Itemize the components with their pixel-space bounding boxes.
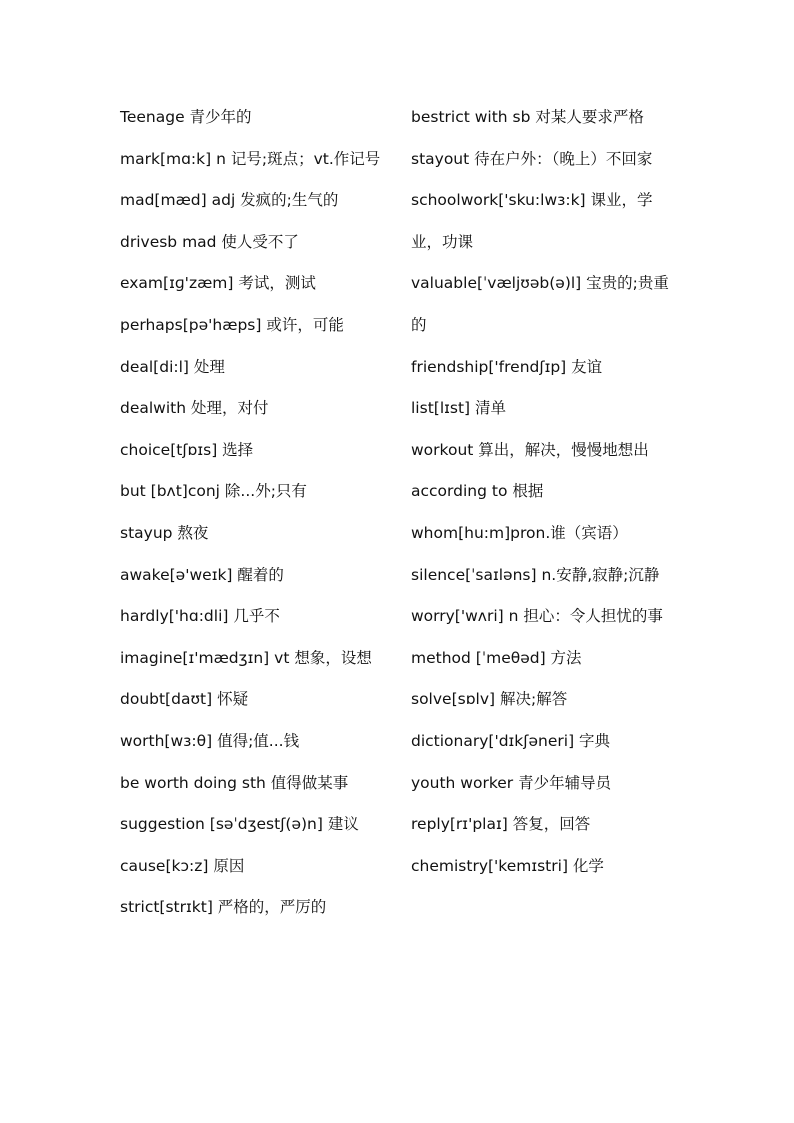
vocab-entry: bestrict with sb 对某人要求严格 — [411, 108, 644, 126]
vocab-entry: chemistry['kemɪstri] 化学 — [411, 856, 604, 875]
vocab-entry: awake[ə'weɪk] 醒着的 — [120, 565, 284, 584]
vocab-entry: but [bʌt]conj 除...外;只有 — [120, 482, 307, 501]
vocab-entry: whom[hu:m]pron.谁（宾语） — [411, 523, 628, 542]
vocab-entry: mark[mɑ:k] n 记号;斑点；vt.作记号 — [120, 149, 381, 168]
vocab-entry: silence[ˈsaɪləns] n.安静,寂静;沉静 — [411, 565, 660, 584]
vocab-entry: hardly['hɑ:dli] 几乎不 — [120, 607, 280, 626]
vocab-entry: exam[ɪɡ'zæm] 考试，测试 — [120, 274, 316, 293]
vocab-entry: suggestion [səˈdʒestʃ(ə)n] 建议 — [120, 815, 359, 834]
vocab-entry: stayout 待在户外：（晚上）不回家 — [411, 149, 653, 168]
vocab-entry: schoolwork['sku:lwɜ:k] 课业，学业，功课 — [411, 191, 653, 251]
vocab-entry: list[lɪst] 清单 — [411, 399, 507, 418]
vocab-entry: method [ˈmeθəd] 方法 — [411, 648, 582, 667]
vocab-entry: drivesb mad 使人受不了 — [120, 232, 299, 251]
vocab-entry: perhaps[pə'hæps] 或许，可能 — [120, 315, 344, 334]
vocab-entry: stayup 熬夜 — [120, 523, 209, 542]
vocab-entry: Teenage 青少年的 — [120, 108, 252, 126]
vocab-entry: strict[strɪkt] 严格的，严厉的 — [120, 898, 327, 917]
vocab-entry: reply[rɪ'plaɪ] 答复，回答 — [411, 815, 591, 834]
vocab-entry: mad[mæd] adj 发疯的;生气的 — [120, 191, 339, 210]
vocab-entry: doubt[daʊt] 怀疑 — [120, 690, 249, 709]
vocabulary-column-left — [120, 97, 398, 929]
vocab-entry: cause[kɔ:z] 原因 — [120, 856, 245, 875]
vocab-entry: valuable[ˈvæljʊəb(ə)l] 宝贵的;贵重的 — [411, 274, 669, 334]
vocab-entry: worry['wʌri] n 担心：令人担忧的事 — [411, 607, 663, 626]
vocab-entry: imagine[ɪ'mædʒɪn] vt 想象，设想 — [120, 648, 372, 667]
vocab-entry: choice[tʃɒɪs] 选择 — [120, 440, 254, 459]
vocab-entry: worth[wɜ:θ] 值得;值...钱 — [120, 731, 300, 750]
vocab-entry: solve[sɒlv] 解决;解答 — [411, 690, 568, 709]
vocab-entry: according to 根据 — [411, 482, 544, 501]
vocab-entry: dictionary['dɪkʃəneri] 字典 — [411, 731, 611, 750]
vocab-entry: friendship['frendʃɪp] 友谊 — [411, 357, 603, 376]
vocabulary-column-right — [411, 97, 679, 887]
vocab-entry: workout 算出，解决，慢慢地想出 — [411, 440, 649, 459]
vocab-entry: be worth doing sth 值得做某事 — [120, 773, 349, 792]
vocab-entry: dealwith 处理，对付 — [120, 399, 269, 418]
vocab-entry: youth worker 青少年辅导员 — [411, 773, 612, 792]
vocab-entry: deal[di:l] 处理 — [120, 357, 225, 376]
